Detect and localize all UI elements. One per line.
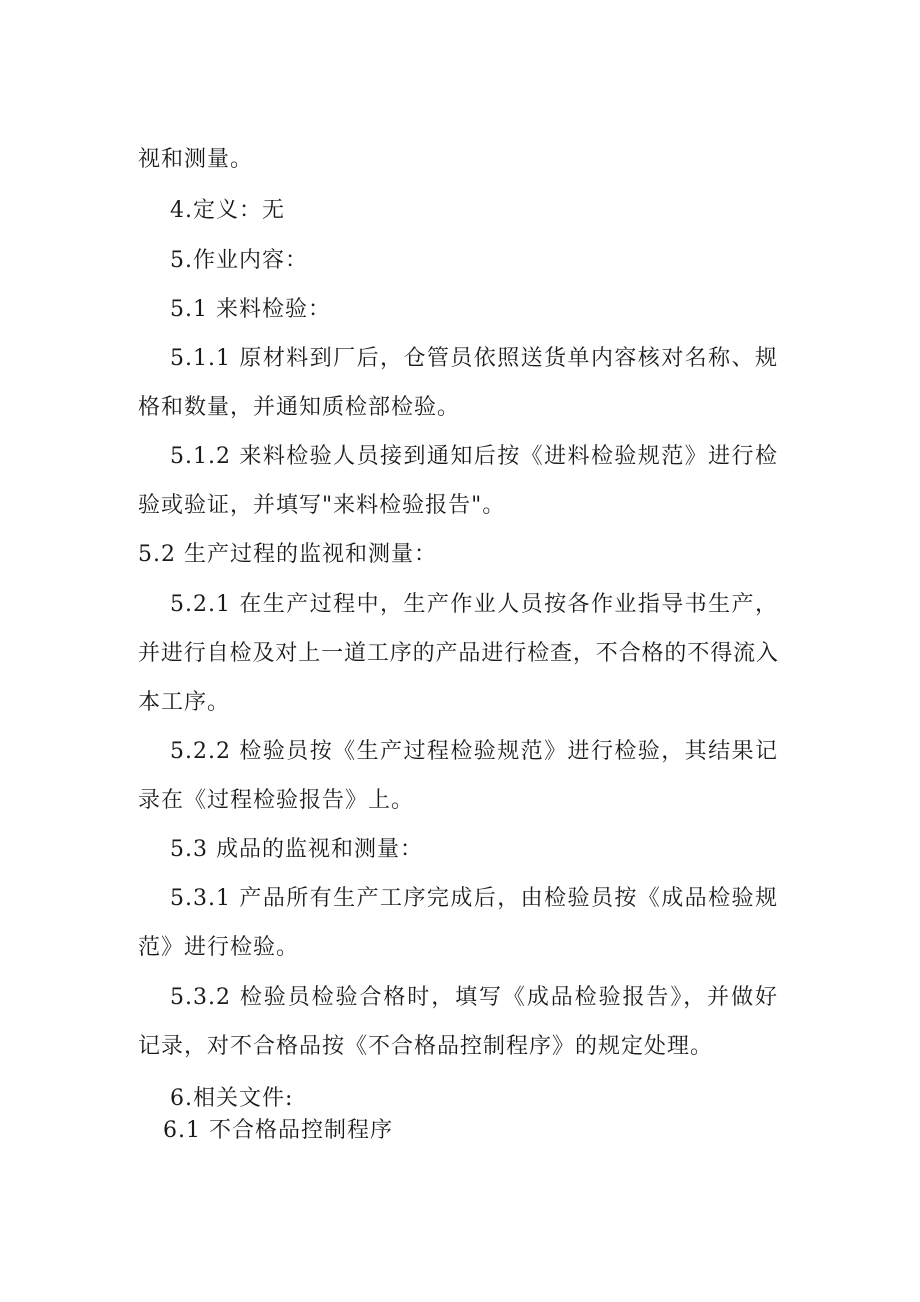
text-line: 视和测量。 — [138, 147, 254, 172]
text-line: 并进行自检及对上一道工序的产品进行检查，不合格的不得流入 — [138, 641, 778, 666]
text-line: 本工序。 — [138, 690, 231, 715]
section-heading-5-2: 5.2 生产过程的监视和测量： — [138, 542, 437, 567]
section-heading-5: 5.作业内容： — [170, 248, 308, 273]
text-line: 5.2.1 在生产过程中，生产作业人员按各作业指导书生产， — [170, 592, 778, 617]
text-line: 5.3.1 产品所有生产工序完成后，由检验员按《成品检验规 — [170, 886, 778, 911]
text-line: 范》进行检验。 — [138, 935, 300, 960]
text-line: 验或验证，并填写"来料检验报告"。 — [138, 493, 506, 518]
section-heading-5-1: 5.1 来料检验： — [170, 297, 331, 322]
text-line: 5.3.2 检验员检验合格时，填写《成品检验报告》，并做好 — [170, 985, 778, 1010]
reference-item: 6.1 不合格品控制程序 — [163, 1118, 393, 1143]
text-line: 记录，对不合格品按《不合格品控制程序》的规定处理。 — [138, 1034, 714, 1059]
section-heading-6: 6.相关文件: — [170, 1086, 294, 1111]
text-line: 5.2.2 检验员按《生产过程检验规范》进行检验，其结果记 — [170, 739, 778, 764]
text-line: 5.1.2 来料检验人员接到通知后按《进料检验规范》进行检 — [170, 444, 778, 469]
text-line: 格和数量，并通知质检部检验。 — [138, 395, 461, 420]
text-line: 录在《过程检验报告》上。 — [138, 788, 415, 813]
section-heading-4: 4.定义：无 — [170, 198, 285, 223]
section-heading-5-3: 5.3 成品的监视和测量： — [170, 837, 423, 862]
text-line: 5.1.1 原材料到厂后，仓管员依照送货单内容核对名称、规 — [170, 346, 778, 371]
